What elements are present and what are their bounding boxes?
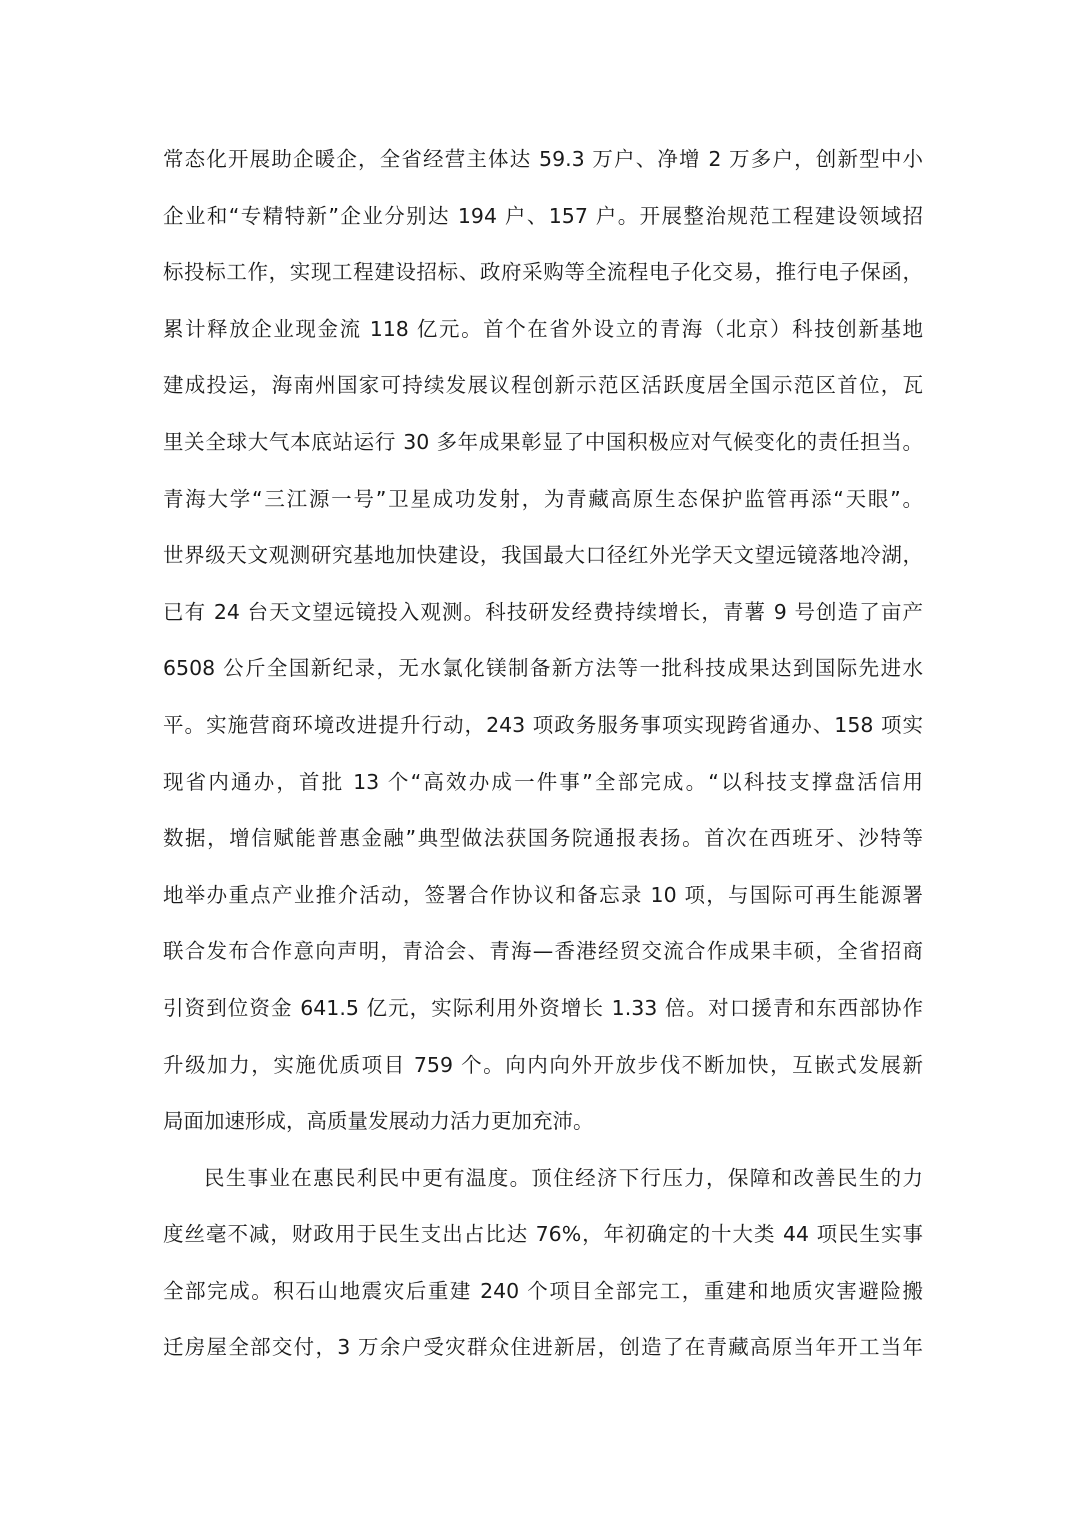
text-line: 累计释放企业现金流 118 亿元。首个在省外设立的青海（北京）科技创新基地 (163, 316, 923, 341)
text-line: 联合发布合作意向声明，青洽会、青海—香港经贸交流合作成果丰硕，全省招商 (163, 939, 923, 964)
text-line: 6508 公斤全国新纪录，无水氯化镁制备新方法等一批科技成果达到国际先进水 (163, 656, 923, 681)
text-line: 平。实施营商环境改进提升行动，243 项政务服务事项实现跨省通办、158 项实 (163, 712, 923, 737)
text-line: 地举办重点产业推介活动，签署合作协议和备忘录 10 项，与国际可再生能源署 (163, 882, 923, 907)
text-line: 现省内通办，首批 13 个“高效办成一件事”全部完成。“以科技支撑盘活信用 (163, 769, 923, 794)
text-line: 全部完成。积石山地震灾后重建 240 个项目全部完工，重建和地质灾害避险搬 (163, 1278, 923, 1303)
paragraph-start-line: 民生事业在惠民利民中更有温度。顶住经济下行压力，保障和改善民生的力 (204, 1165, 923, 1190)
text-line: 数据，增信赋能普惠金融”典型做法获国务院通报表扬。首次在西班牙、沙特等 (163, 826, 923, 851)
text-line: 企业和“专精特新”企业分别达 194 户、157 户。开展整治规范工程建设领域招 (163, 203, 923, 228)
text-line: 青海大学“三江源一号”卫星成功发射，为青藏高原生态保护监管再添“天眼”。 (163, 486, 923, 511)
body-text (163, 131, 923, 1376)
text-line: 引资到位资金 641.5 亿元，实际利用外资增长 1.33 倍。对口援青和东西部协作 (163, 995, 923, 1020)
text-line: 建成投运，海南州国家可持续发展议程创新示范区活跃度居全国示范区首位，瓦 (163, 373, 923, 398)
text-line: 迁房屋全部交付，3 万余户受灾群众住进新居，创造了在青藏高原当年开工当年 (163, 1335, 923, 1360)
text-line: 升级加力，实施优质项目 759 个。向内向外开放步伐不断加快，互嵌式发展新 (163, 1052, 923, 1077)
text-line: 常态化开展助企暖企，全省经营主体达 59.3 万户、净增 2 万多户，创新型中小 (163, 147, 923, 171)
text-line: 标投标工作，实现工程建设招标、政府采购等全流程电子化交易，推行电子保函， (163, 260, 923, 285)
text-line: 度丝毫不减，财政用于民生支出占比达 76%，年初确定的十大类 44 项民生实事 (163, 1222, 923, 1247)
text-line: 已有 24 台天文望远镜投入观测。科技研发经费持续增长，青薯 9 号创造了亩产 (163, 599, 923, 624)
text-line: 里关全球大气本底站运行 30 多年成果彰显了中国积极应对气候变化的责任担当。 (163, 429, 923, 454)
paragraph-end-line: 局面加速形成，高质量发展动力活力更加充沛。 (163, 1109, 594, 1134)
text-line: 世界级天文观测研究基地加快建设，我国最大口径红外光学天文望远镜落地冷湖， (163, 543, 923, 568)
